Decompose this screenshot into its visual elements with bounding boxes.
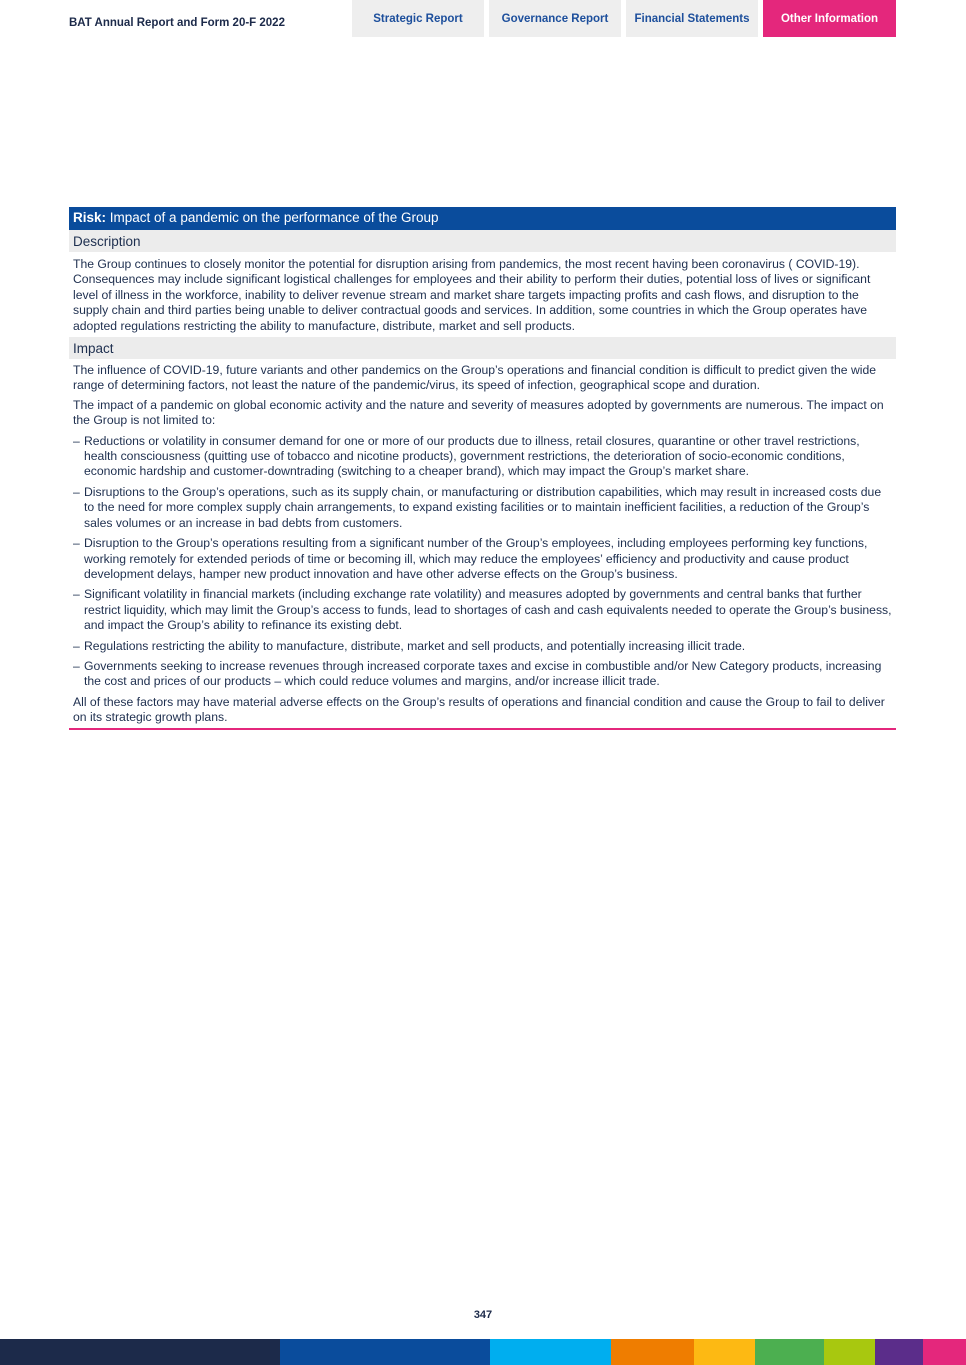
tab-other-information[interactable]: Other Information	[763, 0, 896, 37]
dash-bullet: –	[73, 433, 80, 448]
color-bar-segment	[755, 1339, 824, 1365]
tab-governance-report[interactable]: Governance Report	[489, 0, 621, 37]
list-item-text: Reductions or volatility in consumer demand for one or more of our products due to illness, retail closures, quarantine or other travel restrictions, health consciousness (quitting use of tobacco and nicotine products), government restrictions, the deterioration of socio-economic conditions, economic hardship and customer-downtrading (switching to a cheaper brand), which may impact the Group’s market share.	[84, 433, 860, 479]
tab-financial-statements[interactable]: Financial Statements	[626, 0, 758, 37]
dash-bullet: –	[73, 638, 80, 653]
page-number: 347	[473, 1309, 493, 1321]
risk-block	[69, 207, 896, 730]
list-item	[73, 639, 892, 654]
color-bar-segment	[280, 1339, 490, 1365]
list-item	[73, 434, 892, 480]
document-title: BAT Annual Report and Form 20-F 2022	[69, 17, 285, 29]
list-item-text: Disruptions to the Group’s operations, such as its supply chain, or manufacturing or distribution capabilities, which may result in increased costs due to the need for more complex supply chain arrangements, to expand existing facilities or to maintain inefficient facilities, a reduction of the Group’s sales volumes or an increase in bad debts from customers.	[84, 484, 882, 530]
color-bar-segment	[611, 1339, 694, 1365]
list-item-text: Disruption to the Group’s operations resulting from a significant number of the Group’s employees, including employees performing key functions, working remotely for extended periods of time or becoming ill, which may reduce the employees’ efficiency and productivity and cause product development delays, hamper new product innovation and have other adverse effects on the Group’s business.	[84, 536, 868, 581]
color-bar-segment	[490, 1339, 611, 1365]
impact-paragraph-2: The impact of a pandemic on global economic activity and the nature and severity of measures adopted by governments are numerous. The impact on the Group is not limited to:	[73, 397, 884, 428]
color-bar-segment	[824, 1339, 875, 1365]
list-item	[73, 587, 892, 633]
color-bar-segment	[694, 1339, 755, 1365]
dash-bullet: –	[73, 536, 80, 551]
section-divider	[69, 728, 896, 730]
list-item	[73, 659, 892, 690]
color-bar-segment	[875, 1339, 923, 1365]
description-heading: Description	[69, 230, 896, 252]
footer-color-bar	[0, 1339, 966, 1365]
closing-paragraph: All of these factors may have material adverse effects on the Group’s results of operations and financial condition and cause the Group to fail to deliver on its strategic growth plans.	[73, 694, 885, 725]
description-text: The Group continues to closely monitor the potential for disruption arising from pandemics, the most recent having been coronavirus ( COVID-19). Consequences may include significant logistical challenges for employees and their ability to perform their duties, potential loss of lives or significant level of illness in the workforce, inability to deliver revenue stream and market share targets impacting profits and cash flows, and disruption to the supply chain and third parties being unable to deliver contractual goods and services. In addition, some countries in which the Group operates have adopted regulations restricting the ability to manufacture, distribute, market and sell products.	[73, 257, 871, 333]
list-item	[73, 536, 892, 582]
list-item-text: Governments seeking to increase revenues through increased corporate taxes and excise in combustible and/or New Category products, increasing the cost and prices of our products – which could reduce volumes and margins, and/or increase illicit trade.	[84, 658, 882, 689]
risk-header	[69, 207, 896, 230]
tab-strategic-report[interactable]: Strategic Report	[352, 0, 484, 37]
impact-paragraph-1: The influence of COVID-19, future variants and other pandemics on the Group’s operations and financial condition is difficult to predict given the wide range of determining factors, not least the nature of the pandemic/virus, its speed of infection, geographical scope and duration.	[73, 363, 877, 393]
list-item	[73, 485, 892, 531]
dash-bullet: –	[73, 484, 80, 499]
impact-list	[69, 434, 896, 690]
dash-bullet: –	[73, 658, 80, 673]
color-bar-segment	[923, 1339, 966, 1365]
risk-label: Risk:	[73, 210, 107, 225]
impact-heading: Impact	[69, 337, 896, 359]
color-bar-segment	[0, 1339, 280, 1365]
dash-bullet: –	[73, 587, 80, 602]
list-item-text: Regulations restricting the ability to manufacture, distribute, market and sell products, and potentially increasing illicit trade.	[84, 638, 746, 653]
risk-title: Impact of a pandemic on the performance of the Group	[109, 210, 439, 225]
list-item-text: Significant volatility in financial markets (including exchange rate volatility) and measures adopted by governments and central banks that further restrict liquidity, which may limit the Group’s access to funds, lead to shortages of cash and cash equivalents needed to operate the Group’s business, and impact the Group’s ability to refinance its existing debt.	[84, 587, 892, 633]
